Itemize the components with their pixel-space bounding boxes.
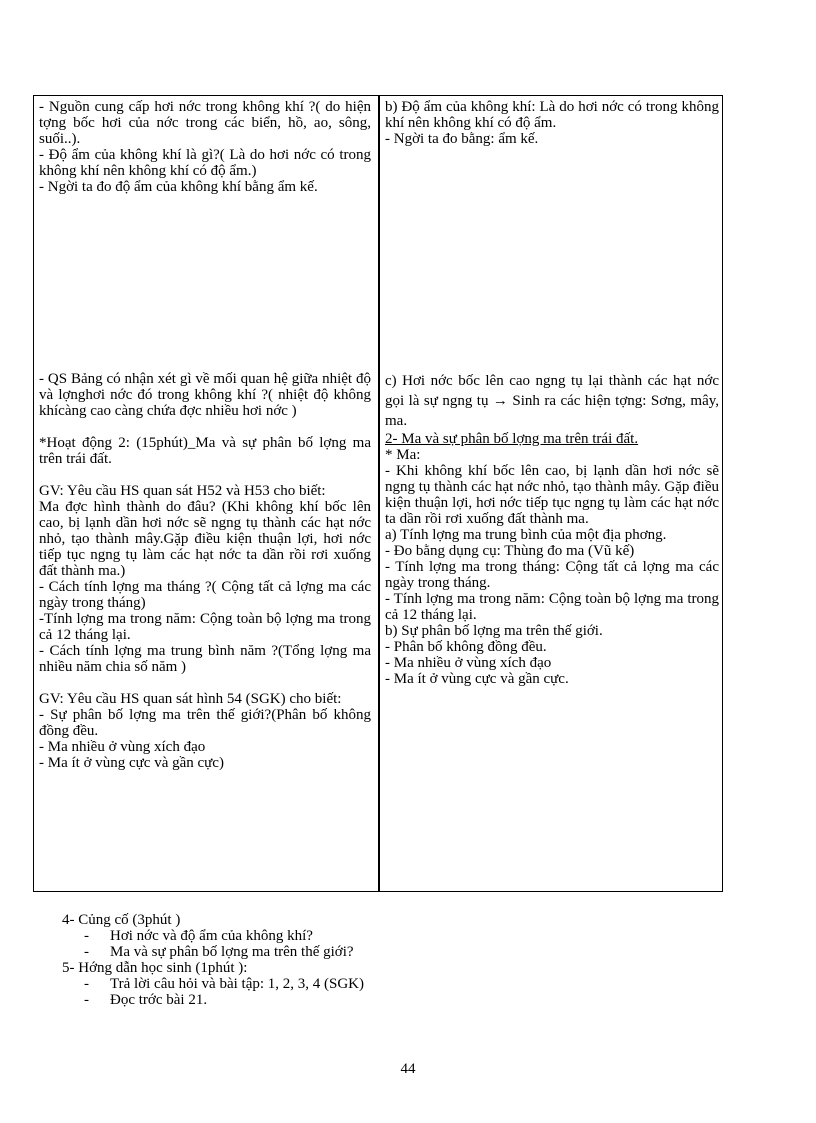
list-item: - Ma và sự phân bố lợng ma trên thế giới? (84, 944, 354, 960)
text-line: - Ma nhiều ở vùng xích đạo (39, 739, 206, 755)
text-line: - Phân bố không đồng đều. (385, 639, 547, 655)
text-line: - Ngời ta đo độ ẩm của không khí bằng ẩm kế. (39, 179, 318, 195)
section-5-heading: 5- Hớng dẫn học sinh (1phút ): (62, 960, 248, 976)
text-line: - Ma ít ở vùng cực và gần cực) (39, 755, 224, 771)
page-number: 44 (400, 1061, 416, 1077)
text-line: GV: Yêu cầu HS quan sát H52 và H53 cho biết: (39, 483, 326, 499)
text-line: b) Độ ẩm của không khí: Là do hơi nớc có trong không khí nên không khí có độ ẩm. (385, 99, 719, 131)
lesson-table (33, 95, 723, 892)
text-line: Ma đợc hình thành do đâu? (Khi không khí bốc lên cao, bị lạnh dần hơi nớc sẽ ngng tụ thành các hạt nớc nhỏ, tạo thành mây.Gặp điều kiện thuận lợi, hơi nớc tiếp tục ngng tụ làm các hạt nớc ta dần rồi rơi xuống đất thành ma.) (39, 499, 371, 579)
text-line: - QS Bảng có nhận xét gì về mối quan hệ giữa nhiệt độ và lợnghơi nớc đó trong không khí ?( nhiệt độ không khícàng cao càng chứa đợc nhiều hơi nớc ) (39, 371, 371, 419)
text-line: - Độ ẩm của không khí là gì?( Là do hơi nớc có trong không khí nên không khí có độ ẩm.) (39, 147, 371, 179)
text-line: - Cách tính lợng ma trung bình năm ?(Tổng lợng ma nhiều năm chia số năm ) (39, 643, 371, 675)
section-4-heading: 4- Củng cố (3phút ) (62, 912, 181, 928)
list-item: - Đọc trớc bài 21. (84, 992, 208, 1008)
text-line: a) Tính lợng ma trung bình của một địa phơng. (385, 527, 667, 543)
text-line: - Nguồn cung cấp hơi nớc trong không khí ?( do hiện tợng bốc hơi của nớc trong các biển, hồ, ao, sông, suối..). (39, 99, 371, 147)
text-line: - Tính lợng ma trong năm: Cộng toàn bộ lợng ma trong cả 12 tháng lại. (385, 591, 719, 623)
lesson-footer (62, 912, 364, 1008)
text-line: - Tính lợng ma trong tháng: Cộng tất cả lợng ma các ngày trong tháng. (385, 559, 719, 591)
activity-heading: *Hoạt động 2: (15phút)_Ma và sự phân bố lợng ma trên trái đất. (39, 435, 371, 467)
text-line: - Ma nhiều ở vùng xích đạo (385, 655, 552, 671)
text-line: c) Hơi nớc bốc lên cao ngng tụ lại thành các hạt nớc gọi là sự ngng tụ → Sinh ra các hiện tợng: Sơng, mây, ma. (385, 373, 719, 429)
list-item: - Trả lời câu hỏi và bài tập: 1, 2, 3, 4 (SGK) (84, 976, 365, 992)
text-line: - Khi không khí bốc lên cao, bị lạnh dần hơi nớc sẽ ngng tụ thành các hạt nớc nhỏ, tạo thành mây. Gặp điều kiện thuận lợi, hơi nớc tiếp tục ngng tụ làm các hạt nớc ta dần rồi rơi xuống đất thành ma. (385, 463, 719, 527)
text-line: - Sự phân bố lợng ma trên thế giới?(Phân bố không đồng đều. (39, 707, 371, 739)
column-divider (378, 96, 380, 891)
row2-left-cell (39, 371, 371, 771)
text-line: - Đo bằng dụng cụ: Thùng đo ma (Vũ kế) (385, 543, 635, 559)
text-line: b) Sự phân bố lợng ma trên thế giới. (385, 623, 603, 639)
row1-left-cell (39, 99, 371, 195)
list-item: - Hơi nớc và độ ẩm của không khí? (84, 928, 313, 944)
text-line: - Ma ít ở vùng cực và gần cực. (385, 671, 569, 687)
text-line: * Ma: (385, 447, 421, 463)
text-line: GV: Yêu cầu HS quan sát hình 54 (SGK) cho biết: (39, 691, 342, 707)
section-heading: 2- Ma và sự phân bố lợng ma trên trái đất. (385, 431, 639, 447)
text-line: - Ngời ta đo bằng: ẩm kế. (385, 131, 539, 147)
text-line: - Cách tính lợng ma tháng ?( Cộng tất cả lợng ma các ngày trong tháng) (39, 579, 371, 611)
text-line: -Tính lợng ma trong năm: Cộng toàn bộ lợng ma trong cả 12 tháng lại. (39, 611, 371, 643)
row2-right-cell (385, 371, 719, 687)
row1-right-cell (385, 99, 719, 147)
